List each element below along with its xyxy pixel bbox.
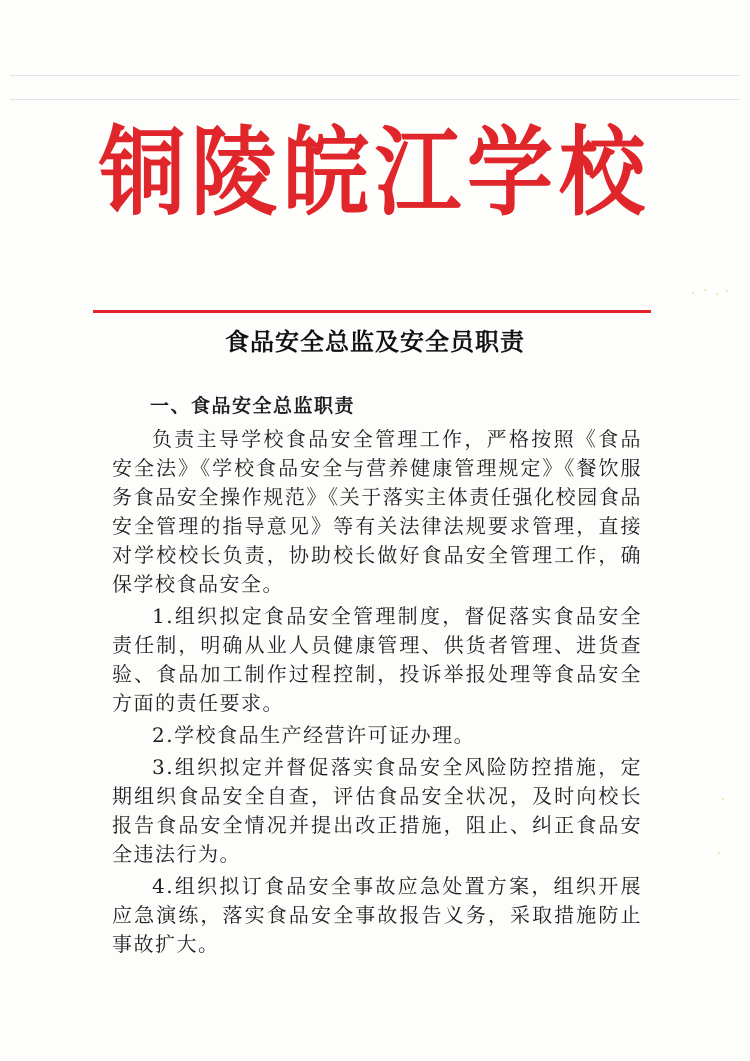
paragraph-item-2: 2.学校食品生产经营许可证办理。 bbox=[152, 723, 476, 747]
scan-speckle bbox=[692, 292, 694, 294]
document-body bbox=[112, 392, 642, 962]
scan-speckle bbox=[726, 290, 728, 292]
scan-speckle bbox=[704, 289, 706, 291]
section-heading-1: 一、食品安全总监职责 bbox=[150, 395, 356, 417]
scan-speckle bbox=[718, 852, 720, 854]
paragraph-item-1: 1.组织拟定食品安全管理制度，督促落实食品安全责任制，明确从业人员健康管理、供货者管理、进货查验、食品加工制作过程控制，投诉举报处理等食品安全方面的责任要求。 bbox=[112, 604, 642, 715]
paragraph-item-4: 4.组织拟订食品安全事故应急处置方案，组织开展应急演练，落实食品安全事故报告义务，采取措施防止事故扩大。 bbox=[112, 874, 642, 956]
letterhead-school-name: 铜陵皖江学校 bbox=[99, 117, 651, 230]
paragraph-item-3: 3.组织拟定并督促落实食品安全风险防控措施，定期组织食品安全自查，评估食品安全状况，及时向校长报告食品安全情况并提出改正措施，阻止、纠正食品安全违法行为。 bbox=[112, 755, 642, 866]
scan-speckle bbox=[716, 293, 718, 295]
scan-artifact-line-second bbox=[10, 99, 740, 100]
document-title: 食品安全总监及安全员职责 bbox=[225, 328, 525, 356]
scan-speckle bbox=[722, 798, 724, 800]
letterhead-red-rule bbox=[93, 310, 651, 313]
scan-artifact-line-top bbox=[10, 75, 740, 76]
paragraph-intro: 负责主导学校食品安全管理工作，严格按照《食品安全法》《学校食品安全与营养健康管理规定》《餐饮服务食品安全操作规范》《关于落实主体责任强化校园食品安全管理的指导意见》等有关法律法规要求管理，直接对学校校长负责，协助校长做好食品安全管理工作，确保学校食品安全。 bbox=[112, 427, 642, 596]
